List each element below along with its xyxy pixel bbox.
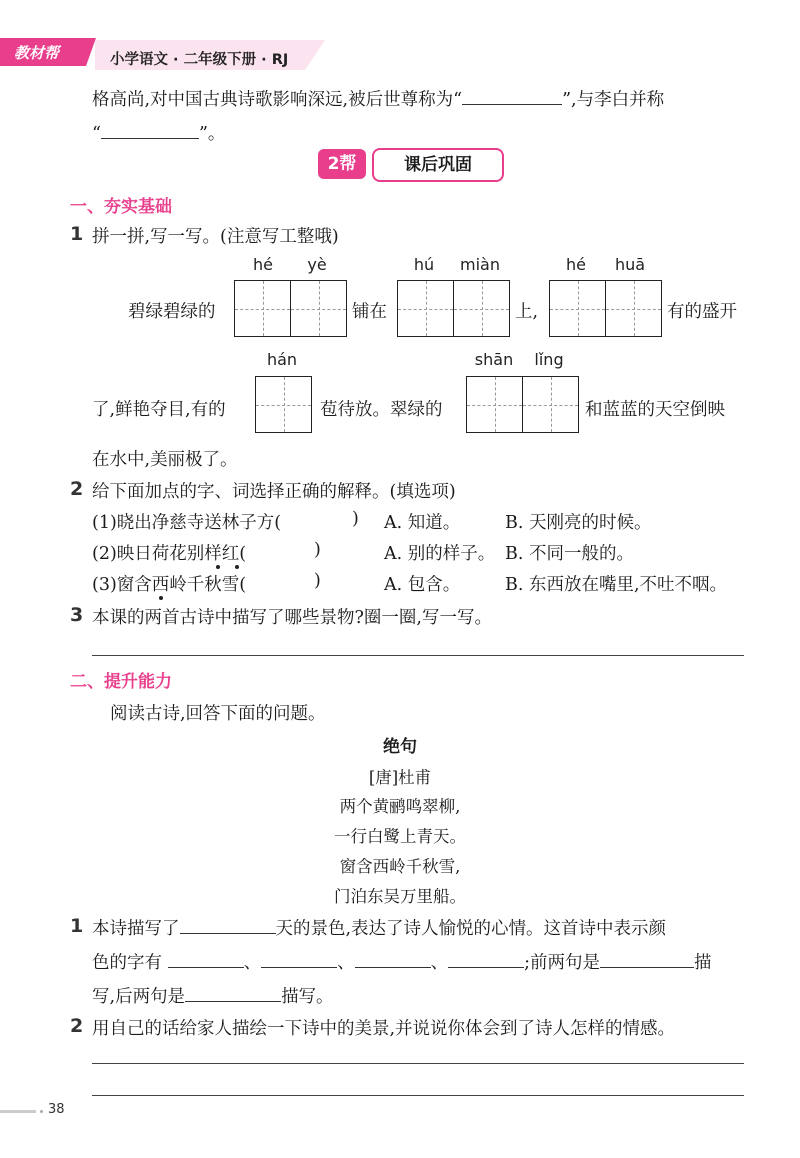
pinyin: miàn [460, 255, 500, 274]
p2-q1-text: 天的景色,表达了诗人愉悦的心情。这首诗中表示颜 [275, 919, 667, 939]
pinyin: huā [614, 255, 646, 274]
separator: 、 [430, 953, 449, 973]
p2-q1-text: 写,后两句是 [92, 987, 186, 1007]
page-number: 38 [48, 1102, 65, 1117]
footer-dot [40, 1110, 43, 1113]
q2-number: 2 [70, 478, 84, 500]
p2-q1-number: 1 [70, 915, 84, 937]
p2-q2-stem: 用自己的话给家人描绘一下诗中的美景,并说说你体会到了诗人怎样的情感。 [92, 1019, 676, 1039]
q2-item-question: (2)映日荷花别样红( [92, 544, 247, 564]
p2-q1-text: 本诗描写了 [92, 919, 180, 939]
p2-q1-line-1 [92, 915, 666, 940]
q2-item-close: ) [314, 540, 321, 560]
pinyin: shān [474, 350, 514, 369]
q2-item-close: ) [314, 571, 321, 591]
separator: 、 [243, 953, 262, 973]
answer-line[interactable] [92, 1095, 744, 1096]
pinyin: hán [266, 350, 298, 369]
pinyin: hú [413, 255, 435, 274]
q1-stem: 拼一拼,写一写。(注意写工整哦) [92, 227, 339, 247]
poem-author: [唐]杜甫 [368, 768, 432, 787]
intro-line-2 [92, 120, 225, 145]
p2-q1-line-3 [92, 983, 334, 1008]
writing-box[interactable] [255, 376, 312, 433]
q1-number: 1 [70, 223, 84, 245]
header-subject: 小学语文 · 二年级下册 · RJ [110, 52, 289, 68]
q2-option-a: A. 别的样子。 [384, 544, 496, 564]
p2-q1-text: 色的字有 [92, 953, 162, 973]
writing-box[interactable] [290, 280, 347, 337]
intro-text-b: ”,与李白并称 [562, 90, 665, 110]
poem-line: 两个黄鹂鸣翠柳, [339, 797, 461, 816]
answer-blank[interactable] [261, 949, 337, 968]
separator: 、 [337, 953, 355, 973]
fill-text: 铺在 [352, 302, 387, 322]
answer-line[interactable] [92, 1063, 744, 1064]
pinyin: lǐng [534, 350, 564, 369]
q2-item-question: (1)晓出净慈寺送林子方( [92, 513, 282, 533]
banner-title: 课后巩固 [372, 148, 504, 182]
poem-line: 门泊东吴万里船。 [334, 887, 466, 906]
q2-option-a: A. 知道。 [384, 513, 461, 533]
section-banner [318, 147, 504, 181]
pinyin: yè [307, 255, 327, 274]
fill-text: 在水中,美丽极了。 [92, 450, 238, 470]
writing-box[interactable] [397, 280, 454, 337]
poem-title: 绝句 [383, 737, 417, 757]
writing-box[interactable] [466, 376, 523, 433]
poem-line: 窗含西岭千秋雪, [339, 857, 461, 876]
fill-text: 碧绿碧绿的 [128, 302, 216, 322]
writing-box[interactable] [453, 280, 510, 337]
answer-blank[interactable] [600, 949, 694, 968]
answer-blank[interactable] [185, 983, 281, 1002]
pinyin: hé [566, 255, 586, 274]
part2-heading: 二、提升能力 [70, 672, 172, 692]
q2-item-close: ) [352, 509, 359, 529]
banner-tag: 2帮 [318, 149, 366, 179]
q3-number: 3 [70, 604, 84, 626]
p2-q1-line-2 [92, 949, 711, 974]
emphasis-dot [235, 565, 239, 569]
fill-text: 和蓝蓝的天空倒映 [585, 400, 725, 420]
writing-box[interactable] [522, 376, 579, 433]
part1-heading: 一、夯实基础 [70, 197, 172, 217]
q2-item-question: (3)窗含西岭千秋雪( [92, 575, 247, 595]
emphasis-dot [159, 596, 163, 600]
answer-blank[interactable] [168, 949, 244, 968]
q2-option-a: A. 包含。 [384, 575, 461, 595]
header-bar [0, 36, 330, 72]
q2-stem: 给下面加点的字、词选择正确的解释。(填选项) [92, 482, 456, 502]
q2-option-b: B. 不同一般的。 [505, 544, 634, 564]
intro-text-c: “ [92, 124, 101, 144]
writing-box[interactable] [234, 280, 291, 337]
p2-q2-number: 2 [70, 1015, 84, 1037]
answer-blank[interactable] [462, 86, 562, 105]
answer-blank[interactable] [101, 120, 199, 139]
intro-line-1 [92, 86, 664, 111]
answer-blank[interactable] [355, 949, 431, 968]
writing-box[interactable] [605, 280, 662, 337]
fill-text: 苞待放。翠绿的 [320, 400, 443, 420]
footer-rule [0, 1110, 36, 1113]
fill-text: 有的盛开 [667, 302, 737, 322]
q2-option-b: B. 东西放在嘴里,不吐不咽。 [505, 575, 728, 595]
pinyin: hé [253, 255, 273, 274]
answer-line[interactable] [92, 655, 744, 656]
fill-text: 了,鲜艳夺目,有的 [92, 400, 226, 420]
writing-box[interactable] [549, 280, 606, 337]
p2-q1-text: ;前两句是 [524, 953, 600, 973]
answer-blank[interactable] [180, 915, 276, 934]
header-badge: 教材帮 [14, 44, 60, 62]
poem-line: 一行白鹭上青天。 [334, 827, 466, 846]
p2-q1-text: 描 [693, 953, 712, 973]
part2-instruction: 阅读古诗,回答下面的问题。 [110, 704, 326, 724]
q2-option-b: B. 天刚亮的时候。 [505, 513, 652, 533]
intro-text-d: ”。 [198, 124, 226, 144]
answer-blank[interactable] [448, 949, 524, 968]
fill-text: 上, [515, 302, 539, 322]
emphasis-dot [216, 565, 220, 569]
p2-q1-text: 描写。 [281, 987, 334, 1007]
q3-stem: 本课的两首古诗中描写了哪些景物?圈一圈,写一写。 [92, 608, 492, 628]
intro-text-a: 格高尚,对中国古典诗歌影响深远,被后世尊称为“ [92, 90, 463, 110]
